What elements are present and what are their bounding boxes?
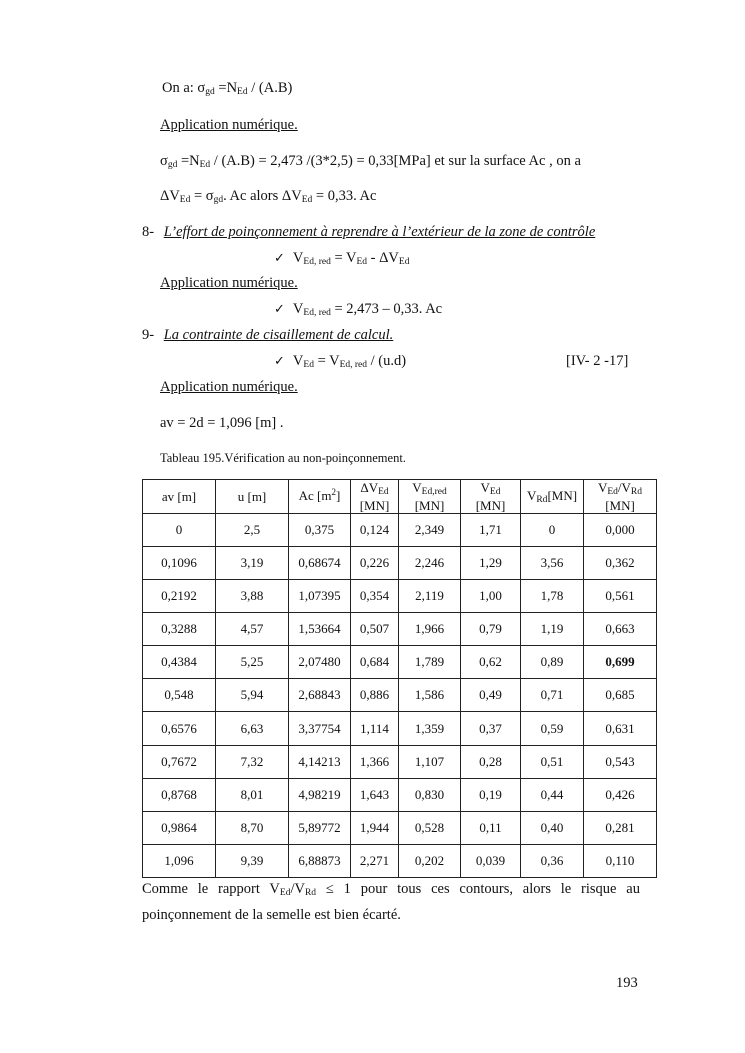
table-cell: 5,25 <box>216 646 289 679</box>
table-cell: 1,53664 <box>289 613 351 646</box>
page-number: 193 <box>616 975 638 991</box>
equation-reference: [IV- 2 -17] <box>566 353 629 369</box>
table-cell: 0,44 <box>521 778 584 811</box>
table-cell: 1,19 <box>521 613 584 646</box>
section-8-heading <box>142 224 595 241</box>
table-cell: 0,6576 <box>143 712 216 745</box>
table-cell: 0,4384 <box>143 646 216 679</box>
header-delta-ved: ΔVEd [MN] <box>351 480 399 514</box>
table-row <box>143 844 657 877</box>
table-cell: 2,68843 <box>289 679 351 712</box>
table-cell: 1,789 <box>399 646 461 679</box>
checkmark-icon: ✓ <box>274 302 285 317</box>
table-cell: 0,362 <box>584 547 657 580</box>
intro-line-numeric: σgd =NEd / (A.B) = 2,473 /(3*2,5) = 0,33[MPa] et sur la surface Ac , on a <box>160 153 581 170</box>
table-row <box>143 811 657 844</box>
table-cell: 0,375 <box>289 514 351 547</box>
table-cell: 0,039 <box>461 844 521 877</box>
section-8-formula: ✓ VEd, red = VEd - ΔVEd <box>274 250 410 267</box>
table-cell: 0,40 <box>521 811 584 844</box>
table-cell: 0,684 <box>351 646 399 679</box>
table-cell: 1,966 <box>399 613 461 646</box>
table-cell: 1,78 <box>521 580 584 613</box>
table-cell: 0,663 <box>584 613 657 646</box>
table-row <box>143 745 657 778</box>
section-9-number: 9- <box>142 327 155 343</box>
table-cell: 0,124 <box>351 514 399 547</box>
table-cell: 0,89 <box>521 646 584 679</box>
table-cell: 1,096 <box>143 844 216 877</box>
table-cell: 2,349 <box>399 514 461 547</box>
header-av: av [m] <box>143 480 216 514</box>
section-9-heading <box>142 327 393 344</box>
table-cell: 0,1096 <box>143 547 216 580</box>
table-cell: 1,114 <box>351 712 399 745</box>
table-cell: 2,271 <box>351 844 399 877</box>
table-cell: 8,01 <box>216 778 289 811</box>
header-ved-red: VEd,red [MN] <box>399 480 461 514</box>
table-cell: 0,507 <box>351 613 399 646</box>
table-cell: 0,8768 <box>143 778 216 811</box>
application-heading-3: Application numérique. <box>160 379 298 395</box>
av-value-line: av = 2d = 1,096 [m] . <box>160 415 284 431</box>
table-cell: 2,5 <box>216 514 289 547</box>
table-cell: 0,561 <box>584 580 657 613</box>
application-heading-1: Application numérique. <box>160 117 298 133</box>
table-cell: 0,528 <box>399 811 461 844</box>
table-cell: 6,63 <box>216 712 289 745</box>
header-u: u [m] <box>216 480 289 514</box>
table-cell: 0,79 <box>461 613 521 646</box>
table-row <box>143 646 657 679</box>
table-cell: 5,94 <box>216 679 289 712</box>
section-9-title: La contrainte de cisaillement de calcul. <box>163 327 394 343</box>
table-cell: 0,2192 <box>143 580 216 613</box>
section-8-numeric-formula: ✓ VEd, red = 2,473 – 0,33. Ac <box>274 301 443 318</box>
header-ac: Ac $[m^2]$ <box>289 480 351 514</box>
table-cell: 2,119 <box>399 580 461 613</box>
table-cell: 7,32 <box>216 745 289 778</box>
table-cell: 0,426 <box>584 778 657 811</box>
table-cell: 0,59 <box>521 712 584 745</box>
table-cell: 0 <box>521 514 584 547</box>
intro-line-formula: On a: σgd =NEd / (A.B) <box>162 80 293 97</box>
table-cell: 0 <box>143 514 216 547</box>
table-cell: 3,37754 <box>289 712 351 745</box>
table-cell: 0,110 <box>584 844 657 877</box>
table-cell: 1,29 <box>461 547 521 580</box>
table-cell: 2,246 <box>399 547 461 580</box>
section-8-title: L’effort de poinçonnement à reprendre à l’extérieur de la zone de contrôle <box>163 224 596 240</box>
table-cell: 0,543 <box>584 745 657 778</box>
table-cell: 4,98219 <box>289 778 351 811</box>
table-cell: 0,71 <box>521 679 584 712</box>
table-cell: 0,631 <box>584 712 657 745</box>
table-cell: 1,944 <box>351 811 399 844</box>
table-cell: 0,226 <box>351 547 399 580</box>
table-cell: 0,830 <box>399 778 461 811</box>
table-row <box>143 679 657 712</box>
table-cell: 0,51 <box>521 745 584 778</box>
table-cell: 9,39 <box>216 844 289 877</box>
table-cell: 6,88873 <box>289 844 351 877</box>
table-cell: 1,359 <box>399 712 461 745</box>
table-cell: 0,62 <box>461 646 521 679</box>
table-cell: 1,366 <box>351 745 399 778</box>
table-cell: 0,9864 <box>143 811 216 844</box>
table-cell: 3,56 <box>521 547 584 580</box>
section-9-formula: ✓ VEd = VEd, red / (u.d) <box>274 353 407 370</box>
checkmark-icon: ✓ <box>274 251 285 266</box>
table-cell: 1,07395 <box>289 580 351 613</box>
table-row <box>143 712 657 745</box>
header-ratio: VEd/VRd [MN] <box>584 480 657 514</box>
table-cell: 4,14213 <box>289 745 351 778</box>
table-cell: 0,19 <box>461 778 521 811</box>
table-cell: 0,28 <box>461 745 521 778</box>
table-cell: 0,202 <box>399 844 461 877</box>
table-cell: 0,354 <box>351 580 399 613</box>
table-cell: 5,89772 <box>289 811 351 844</box>
table-cell: 0,699 <box>584 646 657 679</box>
table-cell: 0,3288 <box>143 613 216 646</box>
table-cell: 0,685 <box>584 679 657 712</box>
section-8-number: 8- <box>142 224 155 240</box>
table-cell: 8,70 <box>216 811 289 844</box>
table-row <box>143 547 657 580</box>
header-vrd: VRd[MN] <box>521 480 584 514</box>
table-cell: 3,88 <box>216 580 289 613</box>
table-cell: 1,00 <box>461 580 521 613</box>
punching-verification-table <box>142 479 657 878</box>
header-ved: VEd [MN] <box>461 480 521 514</box>
table-header-row <box>143 480 657 514</box>
table-cell: 1,586 <box>399 679 461 712</box>
table-cell: 4,57 <box>216 613 289 646</box>
table-cell: 0,49 <box>461 679 521 712</box>
table-row <box>143 514 657 547</box>
table-row <box>143 580 657 613</box>
checkmark-icon: ✓ <box>274 354 285 369</box>
table-cell: 0,68674 <box>289 547 351 580</box>
table-caption: Tableau 195.Vérification au non-poinçonnement. <box>160 451 406 465</box>
intro-line-delta: ΔVEd = σgd. Ac alors ΔVEd = 0,33. Ac <box>160 188 377 205</box>
table-cell: 0,11 <box>461 811 521 844</box>
table-row <box>143 778 657 811</box>
table-cell: 1,71 <box>461 514 521 547</box>
table-row <box>143 613 657 646</box>
table-cell: 0,886 <box>351 679 399 712</box>
conclusion-line-1: Comme le rapport VEd/VRd ≤ 1 pour tous ces contours, alors le risque au <box>142 881 640 898</box>
table-cell: 0,7672 <box>143 745 216 778</box>
table-cell: 0,548 <box>143 679 216 712</box>
application-heading-2: Application numérique. <box>160 275 298 291</box>
table-cell: 1,107 <box>399 745 461 778</box>
table-cell: 0,36 <box>521 844 584 877</box>
table-cell: 0,281 <box>584 811 657 844</box>
table-cell: 2,07480 <box>289 646 351 679</box>
table-cell: 3,19 <box>216 547 289 580</box>
table-cell: 1,643 <box>351 778 399 811</box>
table-cell: 0,000 <box>584 514 657 547</box>
conclusion-line-2: poinçonnement de la semelle est bien écarté. <box>142 907 401 923</box>
table-cell: 0,37 <box>461 712 521 745</box>
